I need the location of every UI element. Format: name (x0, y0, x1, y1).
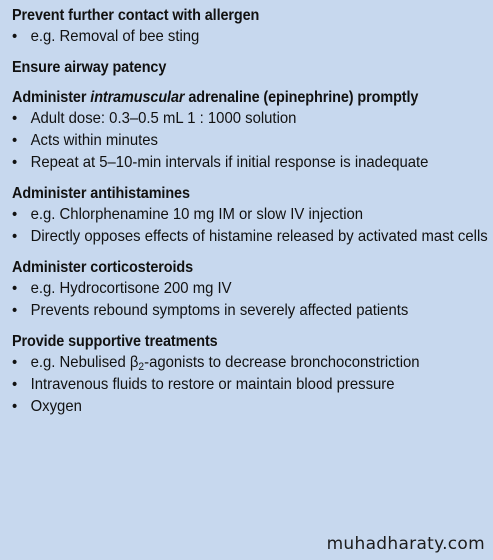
list-item (12, 374, 493, 396)
list-item (12, 152, 493, 174)
bullet-icon: • (12, 398, 18, 415)
bullet-list (12, 278, 483, 322)
bullet-icon: • (12, 110, 18, 127)
text-part: e.g. Nebulised β (30, 354, 139, 371)
bullet-icon: • (12, 28, 18, 45)
bullet-list (12, 108, 483, 174)
list-item (12, 26, 493, 48)
bullet-icon: • (12, 206, 18, 223)
bullet-icon: • (12, 376, 18, 393)
list-item (12, 396, 493, 418)
section-heading: Administer corticosteroids (12, 259, 194, 276)
bullet-icon: • (12, 280, 18, 297)
bullet-icon: • (12, 354, 18, 371)
bullet-icon: • (12, 302, 18, 319)
list-item (12, 278, 493, 300)
section-heading (12, 88, 485, 108)
list-item (12, 300, 493, 322)
heading-text: adrenaline (epinephrine) promptly (184, 89, 419, 106)
watermark: muhadharaty.com (326, 534, 485, 554)
heading-italic-text: intramuscular (90, 89, 185, 106)
list-item-text: Prevents rebound symptoms in severely affected patients (30, 302, 409, 319)
list-item (12, 204, 493, 226)
list-item-text: e.g. Hydrocortisone 200 mg IV (30, 280, 232, 297)
list-item-text: Directly opposes effects of histamine released by activated mast cells (30, 228, 488, 245)
list-item-text: Adult dose: 0.3–0.5 mL 1 : 1000 solution (30, 110, 297, 127)
bullet-icon: • (12, 132, 18, 149)
heading-text: Administer (12, 89, 91, 106)
section-adrenaline (12, 88, 483, 174)
section-antihistamines (12, 184, 488, 248)
section-airway (12, 58, 483, 78)
list-item-text: Intravenous fluids to restore or maintain blood pressure (30, 376, 395, 393)
subscript: 2 (138, 361, 145, 373)
bullet-icon: • (12, 228, 18, 245)
list-item-text: e.g. Removal of bee sting (30, 28, 200, 45)
bullet-list (12, 26, 483, 48)
list-item-text: e.g. Chlorphenamine 10 mg IM or slow IV injection (30, 206, 364, 223)
list-item-text: Acts within minutes (30, 132, 158, 149)
list-item-text: Oxygen (30, 398, 82, 415)
list-item-text: Repeat at 5–10-min intervals if initial response is inadequate (30, 154, 429, 171)
section-heading: Administer antihistamines (12, 185, 190, 202)
list-item (12, 226, 493, 248)
section-corticosteroids (12, 258, 483, 322)
bullet-list (12, 204, 488, 248)
bullet-list (12, 352, 483, 418)
list-item (12, 352, 493, 374)
section-heading: Prevent further contact with allergen (12, 7, 260, 24)
section-heading: Ensure airway patency (12, 59, 167, 76)
bullet-icon: • (12, 154, 18, 171)
section-prevent-contact (12, 6, 483, 48)
list-item (12, 130, 493, 152)
section-heading: Provide supportive treatments (12, 333, 218, 350)
list-item-text (31, 352, 493, 374)
text-part: -agonists to decrease bronchoconstriction (144, 354, 420, 371)
section-supportive (12, 332, 483, 418)
list-item (12, 108, 493, 130)
